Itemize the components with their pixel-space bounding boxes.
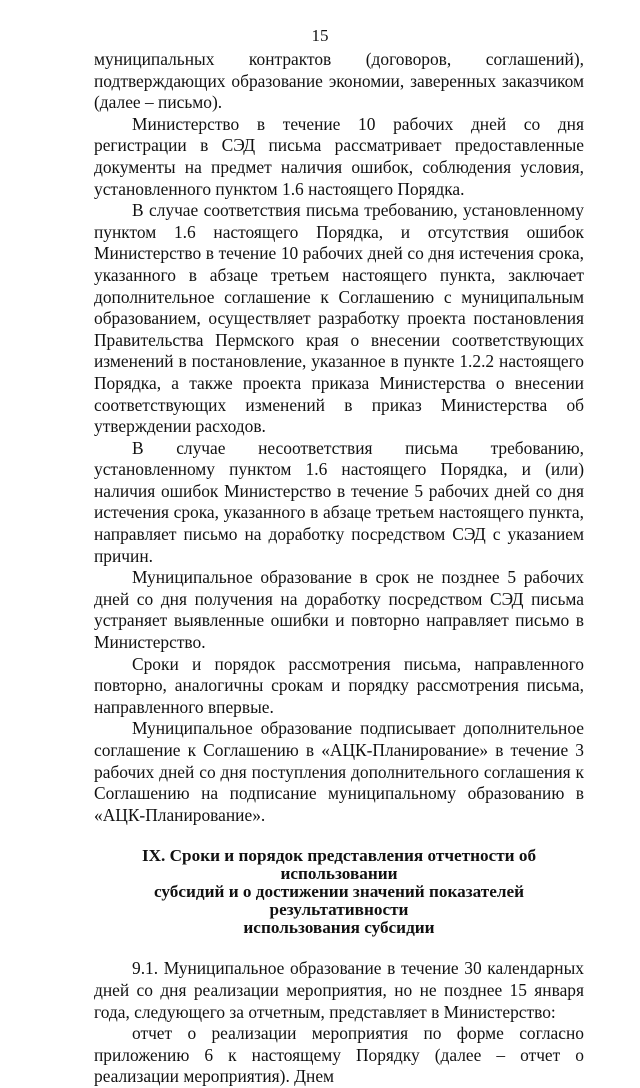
paragraph-correction: Муниципальное образование в срок не позднее 5 рабочих дней со дня получения на доработку посредством СЭД письма устраняет выявленные ошибки и повторно направляет письмо в Министерство. (94, 567, 584, 653)
paragraph-repeat-review: Сроки и порядок рассмотрения письма, направленного повторно, аналогичны срокам и порядку рассмотрения письма, направленного впервые. (94, 653, 584, 717)
section-heading-line-2: субсидий и о достижении значений показателей результативности (154, 881, 524, 919)
paragraph-continuation: муниципальных контрактов (договоров, соглашений), подтверждающих образование экономии, заверенных заказчиком (далее – письмо). (94, 49, 584, 113)
section-heading-line-1: IX. Сроки и порядок представления отчетности об использовании (141, 846, 537, 884)
paragraph-compliance: В случае соответствия письма требованию, установленному пунктом 1.6 настоящего Порядка, и отсутствия ошибок Министерство в течение 10 рабочих дней со дня истечения срока, указанного в абзаце третьем настоящего пункта, заключает дополнительное соглашение к Соглашению с муниципальным образованием, осуществляет разработку проекта постановления Правительства Пермского края о внесении соответствующих изменений в постановление, указанное в пункте 1.2.2 настоящего Порядка, а также проекта приказа Министерства о внесении соответствующих изменений в приказ Министерства об утверждении расходов. (94, 200, 584, 437)
section-heading (94, 847, 584, 936)
paragraph-review: Министерство в течение 10 рабочих дней со дня регистрации в СЭД письма рассматривает предоставленные документы на предмет наличия ошибок, соблюдения условия, установленного пунктом 1.6 настоящего Порядка. (94, 113, 584, 199)
paragraph-report: отчет о реализации мероприятия по форме согласно приложению 6 к настоящему Порядку (далее – отчет о реализации мероприятия). Днем (94, 1023, 584, 1087)
section-heading-line-3: использования субсидии (243, 917, 435, 937)
paragraph-9-1: 9.1. Муниципальное образование в течение 30 календарных дней со дня реализации мероприятия, но не позднее 15 января года, следующего за отчетным, представляет в Министерство: (94, 958, 584, 1022)
page-number: 15 (311, 26, 329, 45)
paragraph-noncompliance: В случае несоответствия письма требованию, установленному пунктом 1.6 настоящего Порядка, и (или) наличия ошибок Министерство в течение 5 рабочих дней со дня истечения срока, указанного в абзаце третьем настоящего пункта, направляет письмо на доработку посредством СЭД с указанием причин. (94, 437, 584, 566)
paragraph-signing: Муниципальное образование подписывает дополнительное соглашение к Соглашению в «АЦК-Планирование» в течение 3 рабочих дней со дня поступления дополнительного соглашения к Соглашению на подписание муниципальному образованию в «АЦК-Планирование». (94, 718, 584, 825)
document-body (94, 49, 584, 1088)
